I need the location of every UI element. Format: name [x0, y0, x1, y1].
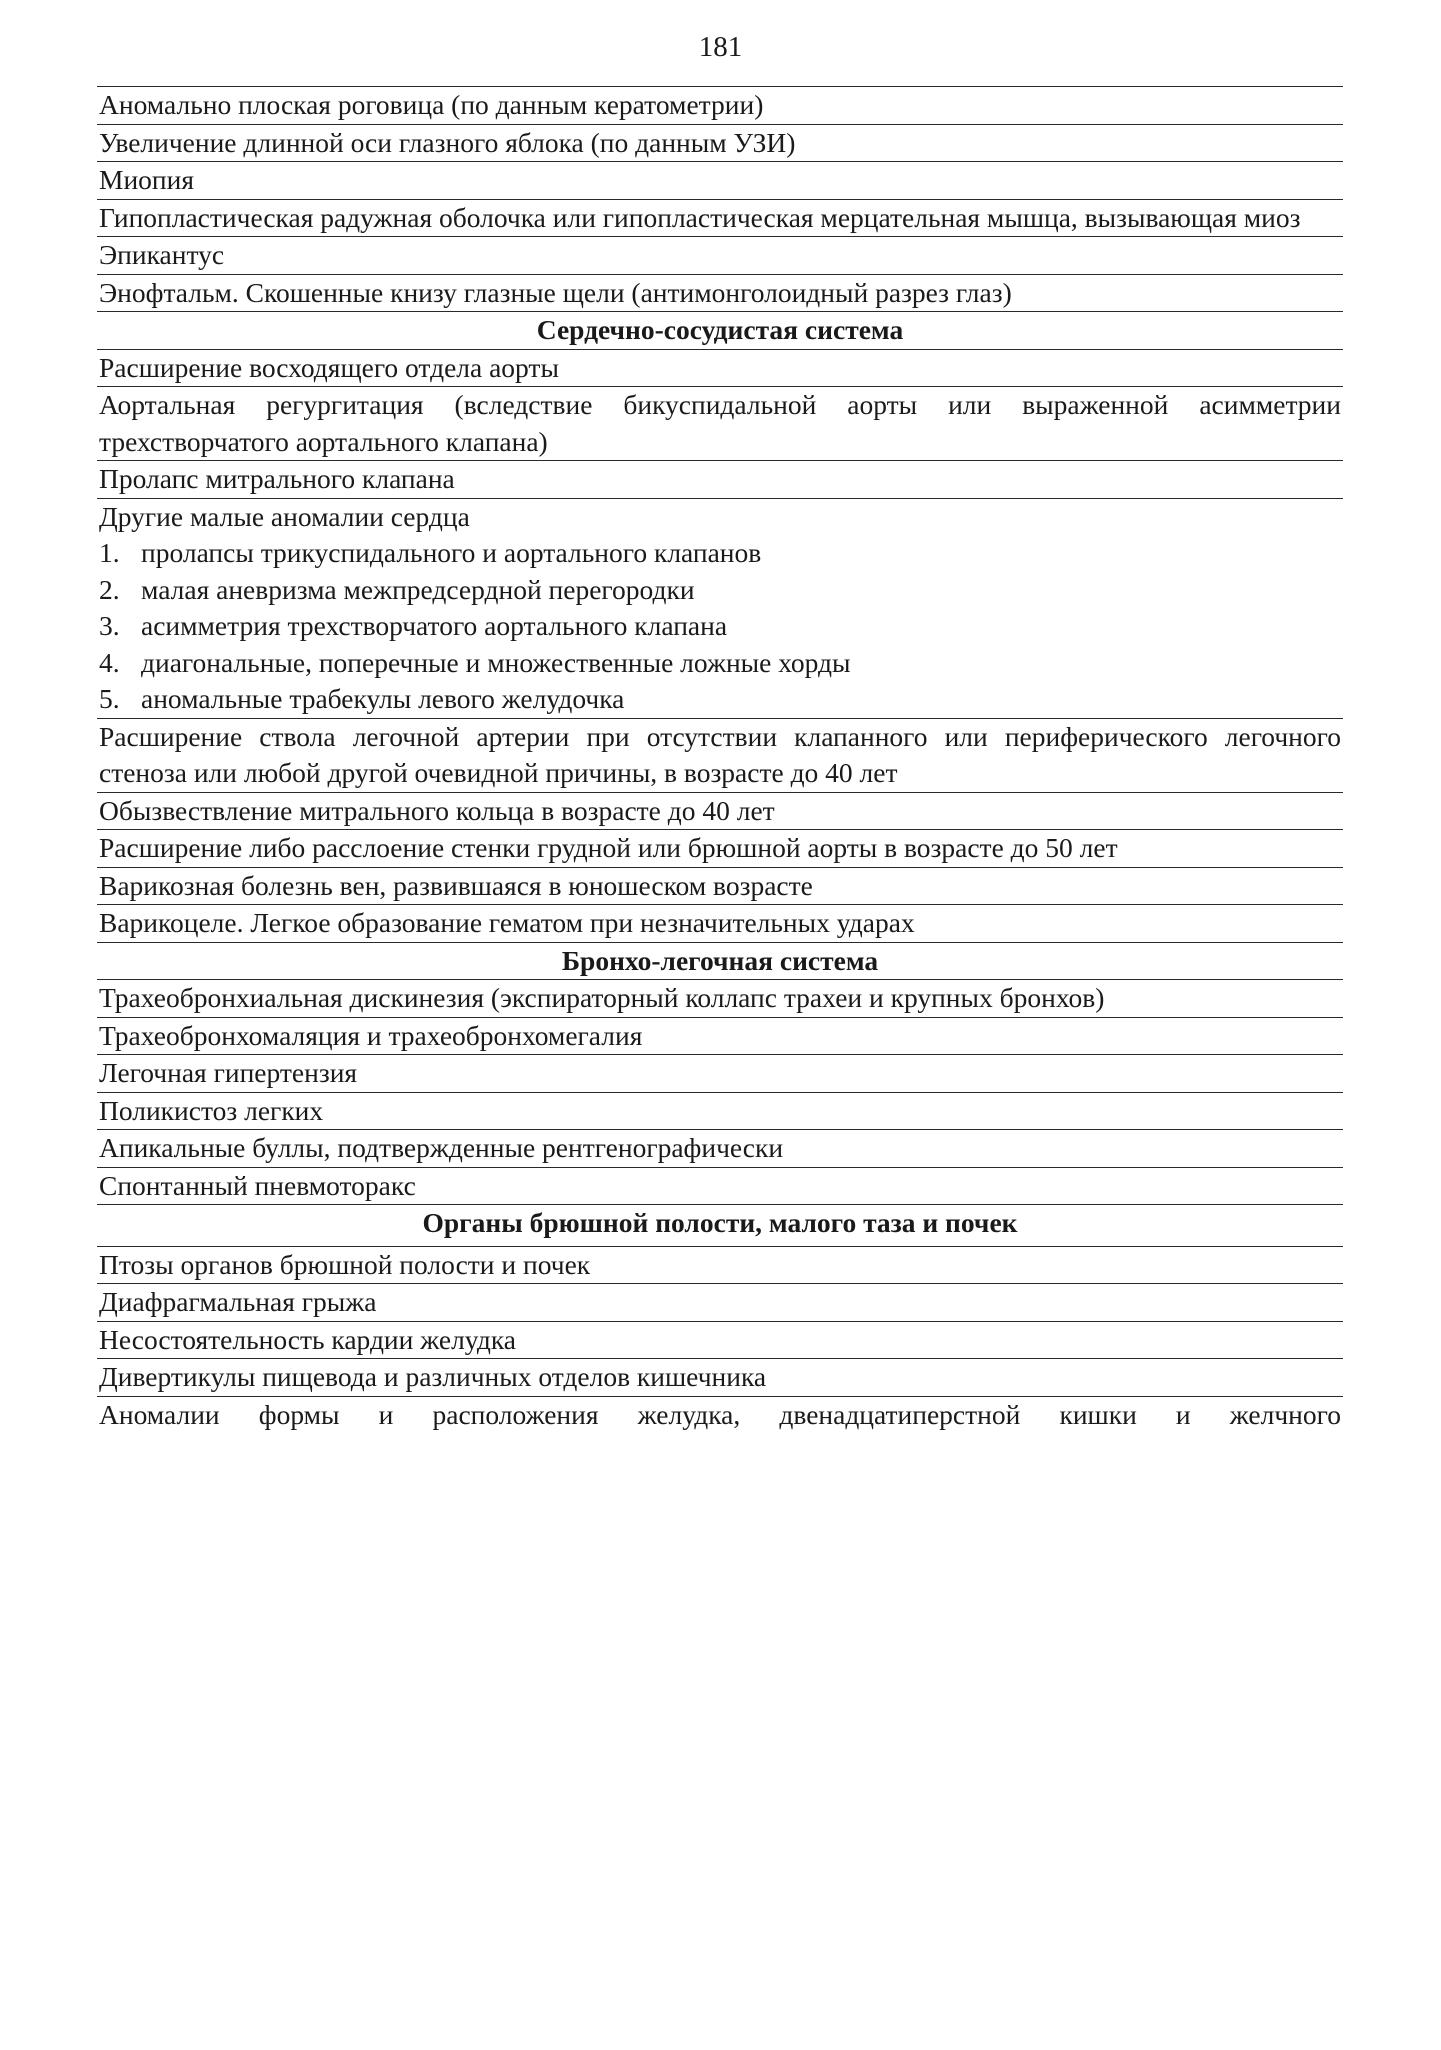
section-header: Органы брюшной полости, малого таза и почек — [97, 1205, 1343, 1247]
list-item-number: 4. — [99, 646, 120, 678]
table-row: Варикоцеле. Легкое образование гематом при незначительных ударах — [97, 905, 1343, 943]
table-row: Пролапс митрального клапана — [97, 461, 1343, 499]
table-row: Увеличение длинной оси глазного яблока (по данным УЗИ) — [97, 125, 1343, 163]
list-item — [99, 535, 1341, 572]
table-row-list — [97, 499, 1343, 719]
table-row: Обызвествление митрального кольца в возрасте до 40 лет — [97, 793, 1343, 831]
list-item-text: малая аневризма межпредсердной перегородки — [141, 573, 695, 605]
list-item — [99, 681, 1341, 718]
table-row: Аномалии формы и расположения желудка, двенадцатиперстной кишки и желчного — [99, 1398, 1341, 1430]
table-row: Аортальная регургитация (вследствие бикуспидальной аорты или выраженной асимметрии трехстворчатого аортального клапана) — [97, 387, 1343, 461]
table-row: Диафрагмальная грыжа — [97, 1284, 1343, 1322]
anomaly-table — [97, 86, 1343, 1433]
list-item-number: 5. — [99, 683, 120, 714]
table-row: Апикальные буллы, подтвержденные рентгенографически — [97, 1130, 1343, 1168]
section-header: Бронхо-легочная система — [97, 943, 1343, 981]
table-row: Дивертикулы пищевода и различных отделов кишечника — [97, 1359, 1343, 1397]
page-number: 181 — [698, 31, 743, 63]
list-item-number: 1. — [99, 537, 120, 568]
table-row: Несостоятельность кардии желудка — [97, 1322, 1343, 1360]
table-row: Птозы органов брюшной полости и почек — [97, 1247, 1343, 1285]
table-row: Спонтанный пневмоторакс — [97, 1168, 1343, 1206]
list-item-text: аномальные трабекулы левого желудочка — [141, 683, 625, 714]
table-row: Энофтальм. Скошенные книзу глазные щели (антимонголоидный разрез глаз) — [97, 275, 1343, 313]
table-row: Легочная гипертензия — [97, 1055, 1343, 1093]
list-item — [99, 645, 1341, 682]
table-row: Эпикантус — [97, 237, 1343, 275]
section-header: Сердечно-сосудистая система — [97, 312, 1343, 350]
table-row: Трахеобронхиальная дискинезия (экспираторный коллапс трахеи и крупных бронхов) — [97, 980, 1343, 1018]
table-row: Поликистоз легких — [97, 1093, 1343, 1131]
list-title: Другие малые аномалии сердца — [99, 500, 470, 532]
table-row: Трахеобронхомаляция и трахеобронхомегалия — [97, 1018, 1343, 1056]
table-row: Расширение либо расслоение стенки грудной или брюшной аорты в возрасте до 50 лет — [97, 830, 1343, 868]
list-item-number: 2. — [99, 573, 120, 605]
table-row: Расширение восходящего отдела аорты — [97, 350, 1343, 388]
list-item-text: диагональные, поперечные и множественные ложные хорды — [141, 646, 851, 678]
list-item-text: асимметрия трехстворчатого аортального клапана — [141, 610, 728, 641]
numbered-list — [99, 535, 1341, 718]
table-row: Расширение ствола легочной артерии при отсутствии клапанного или периферического легочного стеноза или любой другой очевидной причины, в возрасте до 40 лет — [97, 719, 1343, 793]
list-item-text: пролапсы трикуспидального и аортального клапанов — [141, 537, 762, 568]
table-row: Миопия — [97, 162, 1343, 200]
table-row: Варикозная болезнь вен, развившаяся в юношеском возрасте — [97, 868, 1343, 906]
list-item — [99, 572, 1341, 609]
list-item-number: 3. — [99, 610, 120, 641]
list-item — [99, 608, 1341, 645]
table-row: Аномально плоская роговица (по данным кератометрии) — [97, 87, 1343, 125]
table-row: Гипопластическая радужная оболочка или гипопластическая мерцательная мышца, вызывающая миоз — [97, 200, 1343, 238]
